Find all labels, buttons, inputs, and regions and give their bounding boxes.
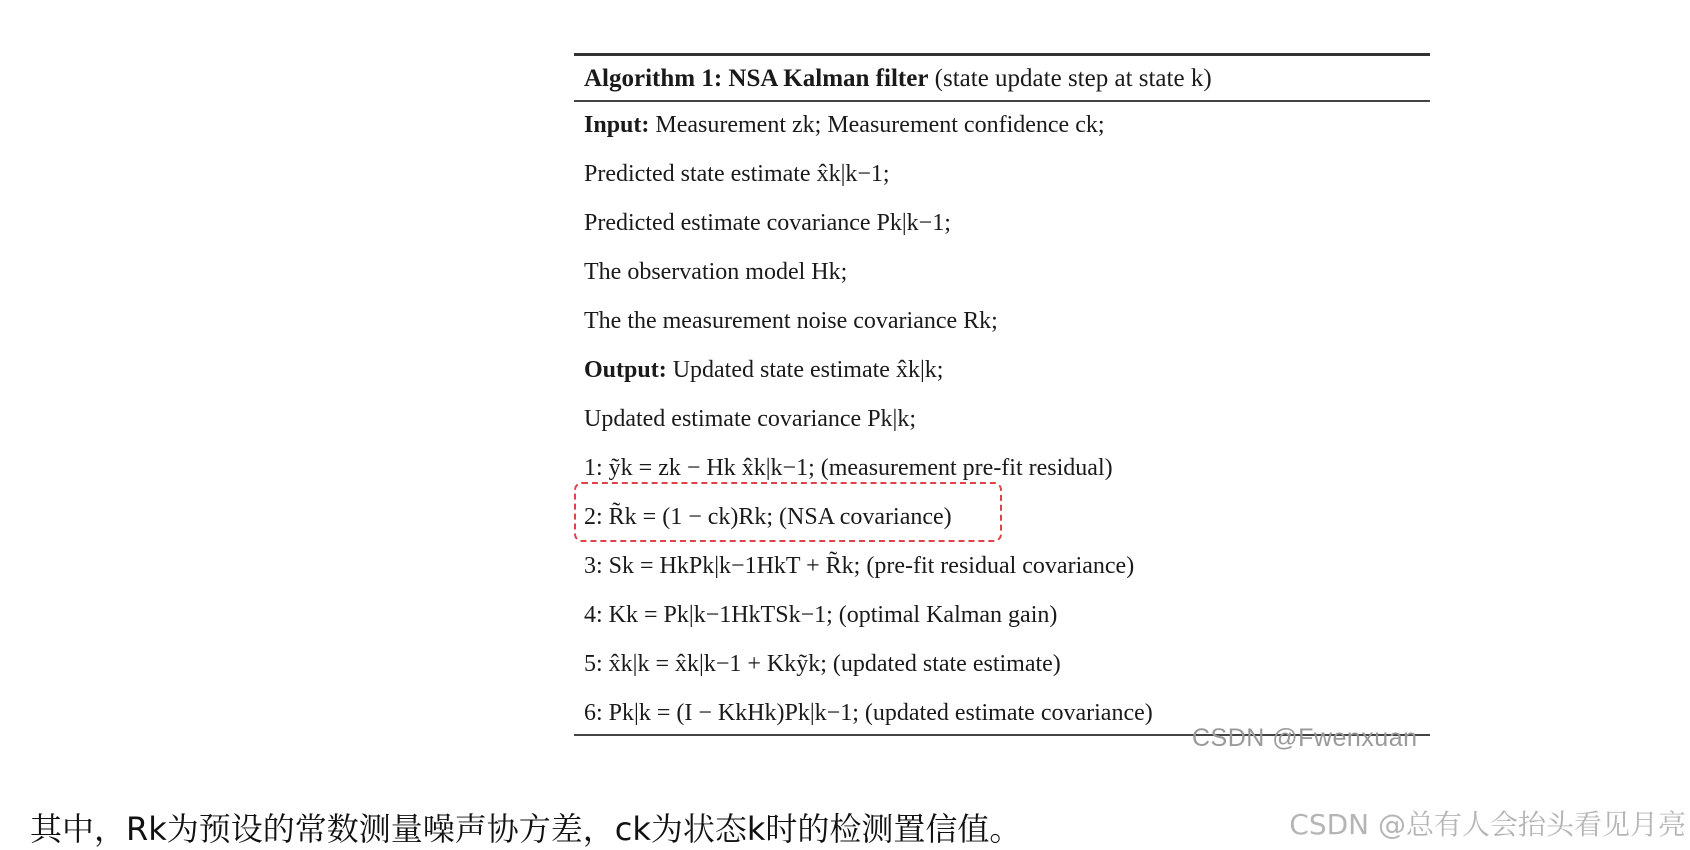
algorithm-title-rest: (state update step at state k) <box>934 65 1212 92</box>
input-line <box>584 110 1430 140</box>
step-2: 2: R̃k = (1 − ck)Rk; (NSA covariance) <box>584 504 952 530</box>
updated-covariance-line: Updated estimate covariance Pk|k; <box>584 406 917 432</box>
step-4: 4: Kk = Pk|k−1HkTSk−1; (optimal Kalman gain) <box>584 602 1058 628</box>
algorithm-box <box>574 53 1430 736</box>
step-6: 6: Pk|k = (I − KkHk)Pk|k−1; (updated estimate covariance) <box>584 700 1153 726</box>
output-text: Updated state estimate x̂k|k; <box>672 357 944 383</box>
image-watermark: CSDN @Fwenxuan <box>1192 724 1418 752</box>
predicted-state-line: Predicted state estimate x̂k|k−1; <box>584 161 890 187</box>
input-text: Measurement zk; Measurement confidence ck; <box>655 112 1105 138</box>
page-watermark: CSDN @总有人会抬头看见月亮 <box>1289 808 1686 841</box>
input-label: Input: <box>584 112 650 138</box>
step-5: 5: x̂k|k = x̂k|k−1 + Kkỹk; (updated state estimate) <box>584 651 1061 677</box>
caption-text: 其中，Rk为预设的常数测量噪声协方差，ck为状态k时的检测置信值。 <box>30 810 1022 848</box>
noise-covariance-line: The the measurement noise covariance Rk; <box>584 308 998 334</box>
step-2-highlight-box <box>574 482 1002 542</box>
output-line <box>584 355 1430 385</box>
algorithm-title <box>574 56 1430 100</box>
step-1: 1: ỹk = zk − Hk x̂k|k−1; (measurement pre-fit residual) <box>584 455 1113 481</box>
algorithm-title-bold: Algorithm 1: NSA Kalman filter <box>584 65 929 92</box>
output-label: Output: <box>584 357 667 383</box>
predicted-covariance-line: Predicted estimate covariance Pk|k−1; <box>584 210 951 236</box>
step-3: 3: Sk = HkPk|k−1HkT + R̃k; (pre-fit residual covariance) <box>584 553 1135 579</box>
observation-model-line: The observation model Hk; <box>584 259 848 285</box>
